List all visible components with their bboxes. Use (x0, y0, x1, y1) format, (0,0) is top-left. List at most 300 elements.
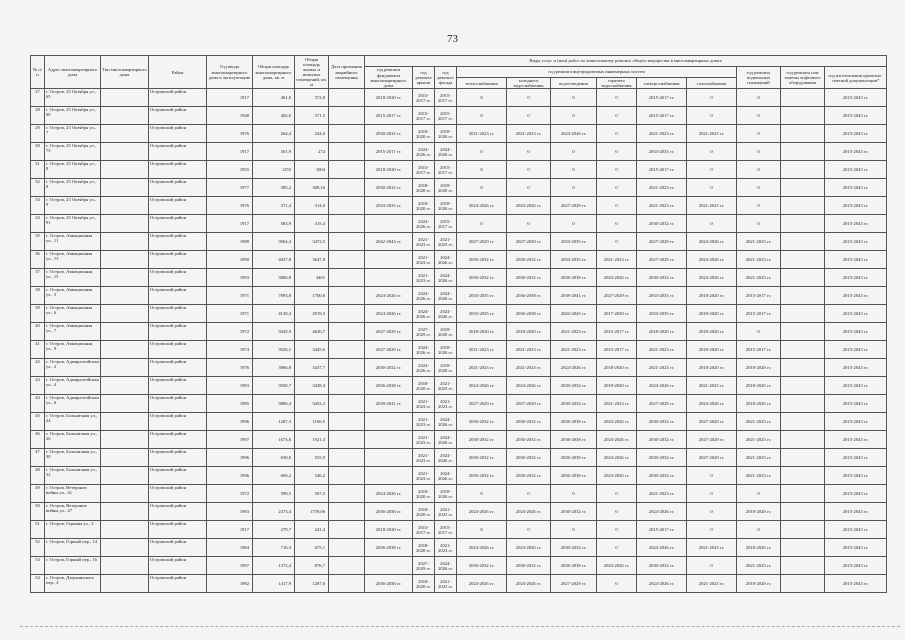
row-roof: 2021-2023 гг. (413, 233, 435, 251)
row-foundation: 2015-2017 гг. (365, 143, 413, 161)
row-gas: 0 (687, 485, 737, 503)
row-design: 2015-2043 гг. (825, 503, 887, 521)
row-sewer: 0 (551, 143, 597, 161)
row-heat: 2027-2029 гг. (457, 395, 507, 413)
row-cold-water: 2030-2032 гг. (507, 269, 551, 287)
row-sewer: 2030-2032 гг. (551, 377, 597, 395)
row-num: 37 (31, 269, 45, 287)
row-district: Островский район (149, 269, 207, 287)
row-cold-water: 2030-2032 гг. (507, 413, 551, 431)
header-num: № п/п (31, 56, 45, 89)
row-hot-water: 0 (597, 215, 637, 233)
row-year: 1996 (207, 413, 253, 431)
row-survey-date (329, 89, 365, 107)
row-cold-water: 2030-2032 гг. (507, 557, 551, 575)
row-num: 47 (31, 449, 45, 467)
row-electric: 2030-2032 гг. (637, 215, 687, 233)
row-basement: 2015-2017 гг. (737, 305, 781, 323)
row-year: 1976 (207, 125, 253, 143)
row-sewer: 2033-2035 гг. (551, 251, 597, 269)
row-year: 1976 (207, 197, 253, 215)
row-living-area: 244,6 (295, 125, 329, 143)
row-survey-date (329, 539, 365, 557)
row-year: 1988 (207, 233, 253, 251)
row-elevator (781, 233, 825, 251)
row-facade: 2021-2023 гг. (435, 377, 457, 395)
row-year: 1917 (207, 143, 253, 161)
row-electric: 2021-2023 гг. (637, 179, 687, 197)
row-num: 51 (31, 521, 45, 539)
table-row (31, 287, 887, 305)
row-district: Островский район (149, 539, 207, 557)
row-heat: 2024-2026 гг. (457, 539, 507, 557)
row-heat: 2030-2032 гг. (457, 449, 507, 467)
table-row (31, 269, 887, 287)
row-cold-water: 2021-2023 гг. (507, 125, 551, 143)
row-elevator (781, 287, 825, 305)
row-heat: 2027-2029 гг. (457, 233, 507, 251)
row-foundation: 2030-2032 гг. (365, 359, 413, 377)
row-foundation (365, 467, 413, 485)
row-survey-date (329, 179, 365, 197)
header-cold-water: холодного водоснабжения (507, 78, 551, 89)
row-living-area: 507,5 (295, 485, 329, 503)
row-address: г. Остров, Германа ул., 3 (45, 521, 101, 539)
row-num: 31 (31, 161, 45, 179)
row-district: Островский район (149, 557, 207, 575)
row-living-area: 555,9 (295, 449, 329, 467)
row-heat: 0 (457, 521, 507, 539)
row-heat: 2021-2023 гг. (457, 125, 507, 143)
capital-repair-table (30, 55, 887, 593)
row-gas: 2018-2020 гг. (687, 287, 737, 305)
header-elevator: год ремонта или замены лифтового оборудования (781, 67, 825, 89)
header-type: Тип многоквартирного дома (101, 56, 149, 89)
row-num: 34 (31, 215, 45, 233)
row-facade: 2024-2026 гг. (435, 557, 457, 575)
row-gas: 2018-2020 гг. (687, 323, 737, 341)
row-num: 41 (31, 341, 45, 359)
row-address: г. Остров, 25 Октября ул., 8 (45, 179, 101, 197)
row-sewer: 0 (551, 485, 597, 503)
row-address: г. Остров, 25 Октября ул., 69 (45, 107, 101, 125)
row-living-area: 1287,6 (295, 575, 329, 593)
row-year: 1993 (207, 269, 253, 287)
row-living-area: 1921,3 (295, 431, 329, 449)
row-survey-date (329, 341, 365, 359)
row-year: 1971 (207, 287, 253, 305)
row-roof: 2018-2020 гг. (413, 503, 435, 521)
row-roof: 2021-2023 гг. (413, 269, 435, 287)
row-district: Островский район (149, 521, 207, 539)
row-survey-date (329, 467, 365, 485)
row-cold-water: 2018-2020 гг. (507, 323, 551, 341)
row-district: Островский район (149, 395, 207, 413)
row-district: Островский район (149, 287, 207, 305)
row-design: 2015-2043 гг. (825, 449, 887, 467)
row-basement: 0 (737, 323, 781, 341)
row-facade: 2021-2023 гг. (435, 233, 457, 251)
row-basement: 0 (737, 179, 781, 197)
row-survey-date (329, 107, 365, 125)
row-total-area: 7893,8 (253, 287, 295, 305)
row-total-area: 1287,3 (253, 413, 295, 431)
row-roof: 2021-2023 гг. (413, 395, 435, 413)
row-electric: 2021-2023 гг. (637, 359, 687, 377)
row-roof: 2027-2029 гг. (413, 557, 435, 575)
row-num: 42 (31, 359, 45, 377)
row-num: 36 (31, 251, 45, 269)
row-sewer: 2027-2029 гг. (551, 197, 597, 215)
row-total-area: 3964,4 (253, 233, 295, 251)
row-hot-water: 0 (597, 485, 637, 503)
row-foundation: 2018-2020 гг. (365, 521, 413, 539)
row-survey-date (329, 485, 365, 503)
row-survey-date (329, 269, 365, 287)
row-type (101, 377, 149, 395)
row-elevator (781, 305, 825, 323)
row-living-area: 308,16 (295, 179, 329, 197)
row-sewer: 2030-2032 гг. (551, 539, 597, 557)
row-basement: 0 (737, 143, 781, 161)
row-facade: 2018-2020 гг. (435, 341, 457, 359)
row-roof: 2024-2026 гг. (413, 215, 435, 233)
row-type (101, 89, 149, 107)
row-num: 30 (31, 143, 45, 161)
row-elevator (781, 503, 825, 521)
header-roof: год ремонта крыши (413, 67, 435, 89)
row-total-area: 1417,9 (253, 575, 295, 593)
row-roof: 2024-2026 гг. (413, 287, 435, 305)
row-heat: 2024-2026 гг. (457, 575, 507, 593)
row-gas: 0 (687, 467, 737, 485)
row-type (101, 269, 149, 287)
row-living-area: 3438,4 (295, 377, 329, 395)
row-basement: 0 (737, 161, 781, 179)
row-heat: 0 (457, 485, 507, 503)
row-elevator (781, 323, 825, 341)
row-foundation (365, 413, 413, 431)
row-basement: 0 (737, 125, 781, 143)
row-facade: 2024-2026 гг. (435, 467, 457, 485)
row-type (101, 395, 149, 413)
row-address: г. Остров, Авиационная ул., 6 (45, 305, 101, 323)
row-living-area: 1700,6 (295, 287, 329, 305)
row-num: 32 (31, 179, 45, 197)
row-total-area: 264,4 (253, 125, 295, 143)
row-total-area: 1673,6 (253, 431, 295, 449)
row-cold-water: 0 (507, 485, 551, 503)
row-facade: 2018-2020 гг. (435, 179, 457, 197)
table-row (31, 233, 887, 251)
row-living-area: 3437,7 (295, 359, 329, 377)
header-works-group: Виды услуг и (или) работ по капитальному ремонту общего имущества в многоквартирных домах (365, 56, 887, 67)
row-foundation: 2027-2029 гг. (365, 323, 413, 341)
row-heat: 0 (457, 179, 507, 197)
row-heat: 2021-2023 гг. (457, 341, 507, 359)
row-type (101, 359, 149, 377)
row-gas: 0 (687, 503, 737, 521)
row-address: г. Остров, Больничная ул., 32 (45, 467, 101, 485)
row-sewer: 2033-2035 гг. (551, 233, 597, 251)
row-hot-water: 0 (597, 89, 637, 107)
row-sewer: 0 (551, 215, 597, 233)
row-elevator (781, 395, 825, 413)
row-gas: 2021-2023 гг. (687, 575, 737, 593)
row-facade: 2015-2017 гг. (435, 107, 457, 125)
row-electric: 2027-2029 гг. (637, 251, 687, 269)
row-basement: 2018-2020 гг. (737, 539, 781, 557)
header-basement: год ремонта подвальных помещений (737, 67, 781, 89)
row-hot-water: 2015-2017 гг. (597, 323, 637, 341)
row-basement: 2021-2023 гг. (737, 467, 781, 485)
row-electric: 2027-2029 гг. (637, 395, 687, 413)
row-gas: 2018-2020 гг. (687, 359, 737, 377)
row-year: 1984 (207, 539, 253, 557)
row-elevator (781, 269, 825, 287)
row-hot-water: 2024-2026 гг. (597, 413, 637, 431)
row-hot-water: 0 (597, 575, 637, 593)
row-roof: 2018-2020 гг. (413, 539, 435, 557)
row-heat: 2030-2032 гг. (457, 431, 507, 449)
row-address: г. Остров, Больничная ул., 26 (45, 431, 101, 449)
row-num: 53 (31, 557, 45, 575)
row-basement: 2018-2020 гг. (737, 503, 781, 521)
table-row (31, 341, 887, 359)
row-address: г. Остров, 25 Октября ул., 75 (45, 143, 101, 161)
row-living-area: 3401 (295, 269, 329, 287)
header-year: Год ввода многоквартирного дома в эксплуатацию (207, 56, 253, 89)
row-facade: 2015-2017 гг. (435, 521, 457, 539)
row-electric: 2030-2032 гг. (637, 269, 687, 287)
row-foundation: 2030-2032 гг. (365, 125, 413, 143)
row-cold-water: 0 (507, 107, 551, 125)
row-sewer: 2036-2038 гг. (551, 431, 597, 449)
row-cold-water: 2024-2026 гг. (507, 197, 551, 215)
row-elevator (781, 485, 825, 503)
row-gas: 0 (687, 179, 737, 197)
row-type (101, 125, 149, 143)
row-hot-water: 2024-2026 гг. (597, 557, 637, 575)
row-foundation: 2018-2020 гг. (365, 161, 413, 179)
row-heat: 2030-2032 гг. (457, 251, 507, 269)
row-roof: 2027-2029 гг. (413, 323, 435, 341)
row-electric: 2030-2032 гг. (637, 449, 687, 467)
row-basement: 2021-2023 гг. (737, 557, 781, 575)
row-cold-water: 2027-2029 гг. (507, 395, 551, 413)
row-roof: 2018-2020 гг. (413, 179, 435, 197)
row-cold-water: 2021-2023 гг. (507, 341, 551, 359)
row-elevator (781, 107, 825, 125)
row-roof: 2015-2017 гг. (413, 89, 435, 107)
row-num: 44 (31, 395, 45, 413)
row-elevator (781, 341, 825, 359)
table-row (31, 89, 887, 107)
row-sewer: 0 (551, 521, 597, 539)
row-living-area: 3445,6 (295, 341, 329, 359)
row-address: г. Остров, Адмиралтейская ул., 4 (45, 377, 101, 395)
row-total-area: 716,3 (253, 539, 295, 557)
row-hot-water: 0 (597, 107, 637, 125)
row-design: 2015-2043 гг. (825, 341, 887, 359)
row-address: г. Остров, Дзержинского пер., 4 (45, 575, 101, 593)
row-design: 2015-2043 гг. (825, 197, 887, 215)
row-facade: 2015-2017 гг. (435, 89, 457, 107)
row-num: 50 (31, 503, 45, 521)
row-cold-water: 2024-2026 гг. (507, 539, 551, 557)
row-survey-date (329, 431, 365, 449)
scan-edge-line (20, 626, 900, 630)
row-address: г. Остров, Адмиралтейская ул., 6 (45, 395, 101, 413)
row-sewer: 0 (551, 89, 597, 107)
row-district: Островский район (149, 431, 207, 449)
row-heat: 2030-2032 гг. (457, 413, 507, 431)
row-electric: 2030-2032 гг. (637, 413, 687, 431)
row-elevator (781, 467, 825, 485)
row-year: 1982 (207, 575, 253, 593)
row-district: Островский район (149, 485, 207, 503)
row-hot-water: 2021-2023 гг. (597, 251, 637, 269)
row-gas: 0 (687, 521, 737, 539)
header-design: год изготовления проектно-сметной документации* (825, 67, 887, 89)
row-living-area: 3452,3 (295, 395, 329, 413)
row-electric: 2021-2023 гг. (637, 197, 687, 215)
row-foundation (365, 449, 413, 467)
row-year: 1971 (207, 305, 253, 323)
row-sewer: 2042-2043 гг. (551, 305, 597, 323)
row-type (101, 287, 149, 305)
table-row (31, 449, 887, 467)
row-year: 1976 (207, 359, 253, 377)
row-cold-water: 2027-2029 гг. (507, 233, 551, 251)
row-heat: 0 (457, 107, 507, 125)
row-foundation (365, 557, 413, 575)
row-num: 54 (31, 575, 45, 593)
row-electric: 2015-2017 гг. (637, 89, 687, 107)
table-row (31, 467, 887, 485)
row-facade: 2024-2026 гг. (435, 287, 457, 305)
row-district: Островский район (149, 89, 207, 107)
row-cold-water: 2024-2026 гг. (507, 377, 551, 395)
row-sewer: 2036-2038 гг. (551, 449, 597, 467)
row-type (101, 233, 149, 251)
table-row (31, 125, 887, 143)
row-gas: 2027-2029 гг. (687, 449, 737, 467)
row-survey-date (329, 359, 365, 377)
row-survey-date (329, 323, 365, 341)
row-survey-date (329, 503, 365, 521)
row-year: 1972 (207, 485, 253, 503)
table-row (31, 215, 887, 233)
row-living-area: 2919,3 (295, 305, 329, 323)
row-cold-water: 0 (507, 161, 551, 179)
row-district: Островский район (149, 359, 207, 377)
row-district: Островский район (149, 413, 207, 431)
table-row (31, 395, 887, 413)
row-hot-water: 0 (597, 197, 637, 215)
row-heat: 2021-2023 гг. (457, 359, 507, 377)
row-district: Островский район (149, 125, 207, 143)
row-gas: 0 (687, 215, 737, 233)
table-row (31, 413, 887, 431)
row-electric: 2015-2017 гг. (637, 107, 687, 125)
row-sewer: 2030-2032 гг. (551, 503, 597, 521)
row-foundation: 2036-2038 гг. (365, 575, 413, 593)
row-gas: 0 (687, 89, 737, 107)
row-roof: 2015-2017 гг. (413, 161, 435, 179)
row-foundation: 2024-2026 гг. (365, 305, 413, 323)
row-district: Островский район (149, 467, 207, 485)
row-living-area: 4630,7 (295, 323, 329, 341)
row-basement: 2018-2020 гг. (737, 377, 781, 395)
row-electric: 2024-2026 гг. (637, 503, 687, 521)
row-hot-water: 0 (597, 539, 637, 557)
row-hot-water: 2021-2023 гг. (597, 395, 637, 413)
row-address: г. Остров, Авиационная ул., 7 (45, 323, 101, 341)
row-elevator (781, 521, 825, 539)
row-sewer: 2030-2032 гг. (551, 395, 597, 413)
row-hot-water: 2015-2017 гг. (597, 341, 637, 359)
row-heat: 2024-2026 гг. (457, 377, 507, 395)
row-address: г. Остров, Больничная ул., 24 (45, 413, 101, 431)
row-district: Островский район (149, 449, 207, 467)
row-cold-water: 2021-2023 гг. (507, 359, 551, 377)
row-heat: 0 (457, 215, 507, 233)
row-year: 1917 (207, 89, 253, 107)
row-num: 28 (31, 107, 45, 125)
table-row (31, 431, 887, 449)
row-district: Островский район (149, 143, 207, 161)
row-heat: 0 (457, 143, 507, 161)
row-elevator (781, 413, 825, 431)
row-cold-water: 0 (507, 179, 551, 197)
row-living-area: 1166,5 (295, 413, 329, 431)
row-design: 2015-2043 гг. (825, 179, 887, 197)
row-hot-water: 2024-2026 гг. (597, 431, 637, 449)
row-address: г. Остров, Авиационная ул., 5 (45, 287, 101, 305)
row-basement: 0 (737, 215, 781, 233)
row-district: Островский район (149, 503, 207, 521)
row-hot-water: 2027-2029 гг. (597, 287, 637, 305)
row-hot-water: 0 (597, 143, 637, 161)
row-electric: 2024-2026 гг. (637, 575, 687, 593)
row-basement: 0 (737, 197, 781, 215)
row-total-area: 1372,4 (253, 557, 295, 575)
row-survey-date (329, 377, 365, 395)
row-survey-date (329, 215, 365, 233)
row-survey-date (329, 161, 365, 179)
row-living-area: 314,6 (295, 197, 329, 215)
row-cold-water: 2024-2026 гг. (507, 575, 551, 593)
row-elevator (781, 575, 825, 593)
row-design: 2015-2043 гг. (825, 485, 887, 503)
row-elevator (781, 449, 825, 467)
row-address: г. Остров, 25 Октября ул., 9 (45, 197, 101, 215)
row-survey-date (329, 125, 365, 143)
row-roof: 2015-2017 гг. (413, 521, 435, 539)
row-design: 2015-2043 гг. (825, 413, 887, 431)
row-year: 1955 (207, 161, 253, 179)
row-roof: 2021-2023 гг. (413, 431, 435, 449)
table-row (31, 485, 887, 503)
row-address: г. Остров, Авиационная ул., 9 (45, 341, 101, 359)
row-foundation: 2027-2029 гг. (365, 341, 413, 359)
table-row (31, 251, 887, 269)
header-electric: электроснабжения (637, 78, 687, 89)
row-address: г. Остров, Авиационная ул., 11 (45, 233, 101, 251)
row-basement: 2015-2017 гг. (737, 341, 781, 359)
row-electric: 2015-2017 гг. (637, 161, 687, 179)
